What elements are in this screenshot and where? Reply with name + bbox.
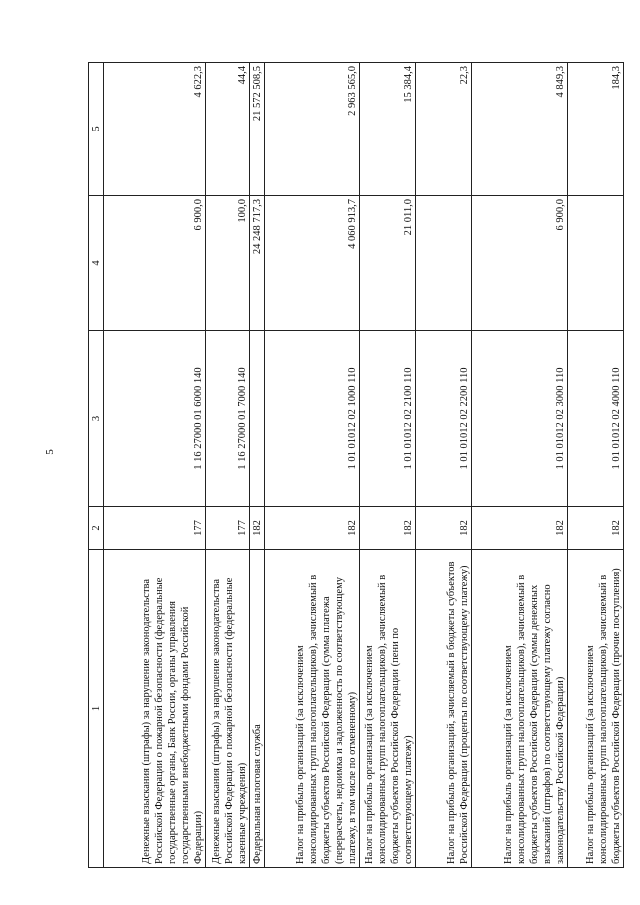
header-col-1: 1 — [89, 550, 104, 868]
budget-class-code: 1 01 01012 02 2100 110 — [360, 331, 416, 507]
budget-class-code: 1 01 01012 02 1000 110 — [265, 331, 360, 507]
table-row — [568, 63, 624, 868]
actual-amount: 2 963 565,0 — [265, 63, 360, 196]
revenue-name: Денежные взыскания (штрафы) за нарушение законодательства Российской Федерации о пожарной безопасности (федеральные государственные органы, Банк России, органы управления государственными внебюджетными фондами Российской Федерации) — [104, 550, 206, 868]
actual-amount: 21 572 508,5 — [250, 63, 265, 196]
table-row — [416, 63, 472, 868]
table-row — [472, 63, 568, 868]
actual-amount: 184,3 — [568, 63, 624, 196]
admin-code: 177 — [104, 507, 206, 550]
admin-code: 182 — [416, 507, 472, 550]
plan-amount: 4 060 913,7 — [265, 196, 360, 331]
plan-amount: 6 900,0 — [472, 196, 568, 331]
admin-code: 182 — [360, 507, 416, 550]
actual-amount: 4 622,3 — [104, 63, 206, 196]
revenue-table — [88, 62, 624, 868]
revenue-name: Налог на прибыль организаций (за исключением консолидированных групп налогоплательщиков), зачисляемый в бюджеты субъектов Российской Федерации (пени по соответствующему платежу) — [360, 550, 416, 868]
plan-amount: 21 011,0 — [360, 196, 416, 331]
header-col-4: 4 — [89, 196, 104, 331]
budget-class-code: 1 16 27000 01 6000 140 — [104, 331, 206, 507]
actual-amount: 44,4 — [206, 63, 250, 196]
table-row — [360, 63, 416, 868]
revenue-name: Налог на прибыль организаций (за исключением консолидированных групп налогоплательщиков), зачисляемый в бюджеты субъектов Российской Федерации (прочие поступления) — [568, 550, 624, 868]
budget-class-code: 1 01 01012 02 4000 110 — [568, 331, 624, 507]
admin-code: 182 — [250, 507, 265, 550]
header-col-5: 5 — [89, 63, 104, 196]
revenue-name: Налог на прибыль организаций, зачисляемый в бюджеты субъектов Российской Федерации (проценты по соответствующему платежу) — [416, 550, 472, 868]
table-row — [250, 63, 265, 868]
plan-amount — [568, 196, 624, 331]
budget-class-code: 1 16 27000 01 7000 140 — [206, 331, 250, 507]
table-row — [104, 63, 206, 868]
rotated-table-container — [88, 63, 622, 868]
plan-amount: 6 900,0 — [104, 196, 206, 331]
page-number: 5 — [44, 449, 56, 455]
admin-code: 182 — [472, 507, 568, 550]
actual-amount: 4 849,3 — [472, 63, 568, 196]
revenue-name: Денежные взыскания (штрафы) за нарушение законодательства Российской Федерации о пожарной безопасности (федеральные казенные учреждения) — [206, 550, 250, 868]
table-row — [206, 63, 250, 868]
actual-amount: 15 384,4 — [360, 63, 416, 196]
budget-class-code: 1 01 01012 02 3000 110 — [472, 331, 568, 507]
header-col-3: 3 — [89, 331, 104, 507]
revenue-name: Налог на прибыль организаций (за исключением консолидированных групп налогоплательщиков), зачисляемый в бюджеты субъектов Российской Федерации (суммы денежных взысканий (штрафов) по соответствующему платежу согласно законодательству Российской Федерации) — [472, 550, 568, 868]
header-col-2: 2 — [89, 507, 104, 550]
plan-amount: 24 248 717,3 — [250, 196, 265, 331]
budget-class-code — [250, 331, 265, 507]
actual-amount: 22,3 — [416, 63, 472, 196]
table-row — [265, 63, 360, 868]
budget-class-code: 1 01 01012 02 2200 110 — [416, 331, 472, 507]
plan-amount — [416, 196, 472, 331]
admin-code: 182 — [568, 507, 624, 550]
admin-code: 177 — [206, 507, 250, 550]
revenue-name: Федеральная налоговая служба — [250, 550, 265, 868]
revenue-name: Налог на прибыль организаций (за исключением консолидированных групп налогоплательщиков), зачисляемый в бюджеты субъектов Российской Федерации (сумма платежа (перерасчеты, недоимка и задолженность по соответствующему платежу, в том числе по отмененному) — [265, 550, 360, 868]
header-row — [89, 63, 104, 868]
admin-code: 182 — [265, 507, 360, 550]
plan-amount: 100,0 — [206, 196, 250, 331]
